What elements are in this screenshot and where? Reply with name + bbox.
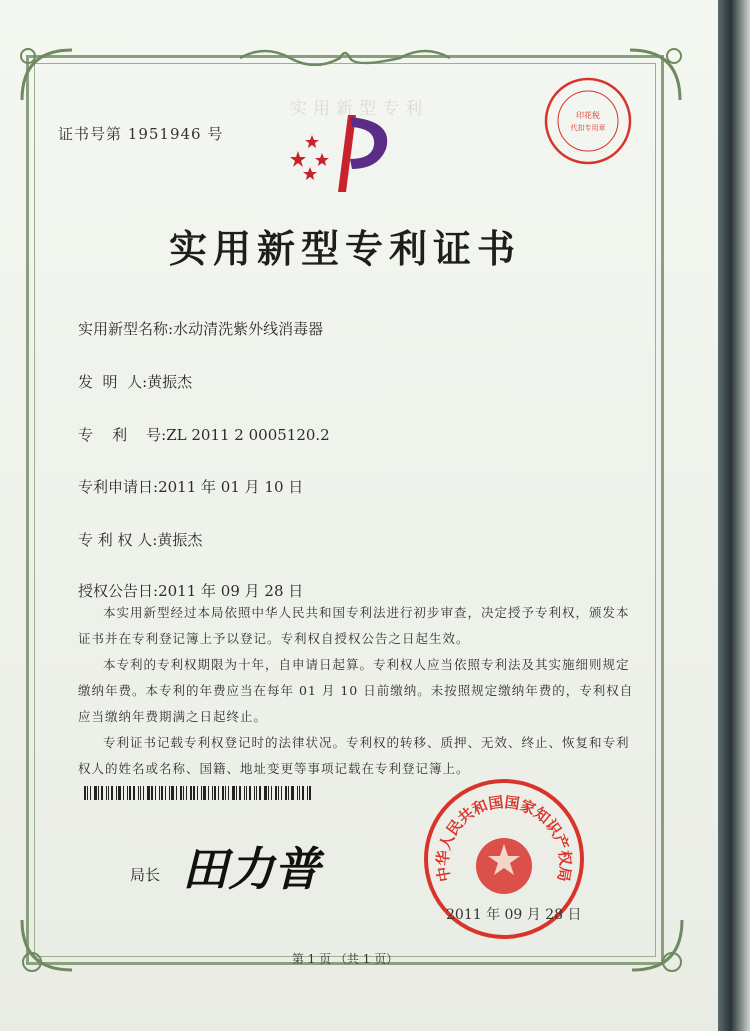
barcode-bar	[169, 786, 170, 800]
barcode-bar	[101, 786, 103, 800]
top-ornament	[240, 44, 450, 66]
field-grant-date	[78, 580, 303, 601]
barcode-bar	[225, 786, 226, 800]
barcode-bar	[98, 786, 99, 800]
field-patent-number	[78, 424, 330, 445]
barcode-bar	[259, 786, 261, 800]
barcode-bar	[307, 786, 308, 800]
barcode-bar	[197, 786, 198, 800]
field-label: 专利申请日:	[78, 478, 159, 496]
barcode-bar	[297, 786, 298, 800]
barcode-bar	[212, 786, 213, 800]
barcode-bar	[111, 786, 113, 800]
svg-text:代扣专用章: 代扣专用章	[570, 124, 606, 132]
barcode-bar	[201, 786, 202, 800]
corner-ornament-top-left	[12, 40, 82, 110]
field-value: 黄振杰	[147, 373, 193, 391]
barcode-bar	[151, 786, 153, 800]
certificate-title: 实用新型专利证书	[168, 226, 521, 271]
barcode-bar	[161, 786, 163, 800]
field-label: 发 明 人:	[78, 373, 148, 391]
field-utility-model-name	[78, 318, 323, 339]
barcode-bar	[302, 786, 304, 800]
barcode-bar	[140, 786, 141, 800]
director-label: 局长	[130, 866, 161, 884]
barcode-bar	[116, 786, 117, 800]
barcode-bar	[249, 786, 251, 800]
barcode-bar	[232, 786, 235, 800]
barcode-bar	[288, 786, 289, 800]
certificate-number	[58, 123, 223, 144]
director-signature: 田力普	[182, 842, 320, 896]
page-indicator: 第 1 页 （共 1 页）	[291, 952, 399, 966]
barcode-bar	[138, 786, 139, 800]
field-application-date	[78, 476, 303, 497]
barcode-bar	[180, 786, 182, 800]
svg-text:印花税: 印花税	[576, 111, 600, 120]
field-label: 实用新型名称:	[78, 320, 174, 338]
barcode-bar	[94, 786, 97, 800]
barcode-bar	[309, 786, 311, 800]
body-paragraph: 本专利的专利权期限为十年，自申请日起算。专利权人应当依照专利法及其实施细则规定缴纳年费。本专利的年费应当在每年 01 月 10 日前缴纳。未按照规定缴纳年费的，专利权自应当缴纳年费期满之日起终止。	[78, 657, 634, 724]
barcode-bar	[159, 786, 160, 800]
body-paragraph: 本实用新型经过本局依照中华人民共和国专利法进行初步审查，决定授予专利权，颁发本证书并在专利登记簿上予以登记。专利权自授权公告之日起生效。	[78, 605, 630, 646]
field-label: 专 利 权 人:	[78, 531, 158, 549]
barcode-bar	[236, 786, 237, 800]
barcode-bar	[222, 786, 224, 800]
barcode-bar	[118, 786, 121, 800]
barcode-bar	[244, 786, 245, 800]
barcode-bar	[264, 786, 267, 800]
barcode-bar	[208, 786, 209, 800]
barcode-bar	[147, 786, 150, 800]
barcode-bar	[143, 786, 144, 800]
barcode-bar	[228, 786, 229, 800]
barcode-bar	[278, 786, 279, 800]
field-inventor	[78, 371, 192, 392]
barcode-bar	[155, 786, 156, 800]
barcode-bar	[108, 786, 109, 800]
barcode-bar	[271, 786, 272, 800]
barcode-bar	[299, 786, 300, 800]
barcode-bar	[285, 786, 287, 800]
field-label: 授权公告日:	[78, 582, 159, 600]
barcode-bar	[193, 786, 195, 800]
barcode-bar	[123, 786, 124, 800]
patent-office-logo-icon	[286, 107, 396, 197]
barcode-bar	[218, 786, 219, 800]
barcode	[84, 786, 344, 800]
body-paragraph: 专利证书记载专利权登记时的法律状况。专利权的转移、质押、无效、终止、恢复和专利权人的姓名或名称、国籍、地址变更等事项记载在专利登记簿上。	[78, 735, 630, 776]
barcode-bar	[275, 786, 277, 800]
barcode-bar	[127, 786, 128, 800]
certificate-number-value: 1951946	[127, 125, 202, 143]
barcode-bar	[106, 786, 107, 800]
barcode-bar	[129, 786, 131, 800]
agency-seal	[543, 76, 633, 166]
certificate-body	[78, 600, 638, 782]
barcode-bar	[254, 786, 255, 800]
barcode-bar	[165, 786, 166, 800]
barcode-bar	[246, 786, 247, 800]
barcode-bar	[203, 786, 206, 800]
field-value: ZL 2011 2 0005120.2	[166, 426, 330, 444]
field-value: 2011 年 09 月 28 日	[158, 582, 304, 600]
barcode-bar	[84, 786, 86, 800]
watermark-faint-title: 实用新型专利	[290, 99, 428, 119]
barcode-bar	[186, 786, 187, 800]
field-label: 专 利 号:	[78, 426, 167, 444]
field-value: 黄振杰	[157, 531, 203, 549]
certificate-number-suffix: 号	[207, 125, 224, 143]
field-value: 水动清洗紫外线消毒器	[173, 320, 324, 338]
barcode-bar	[90, 786, 91, 800]
barcode-bar	[268, 786, 269, 800]
corner-ornament-bottom-right	[622, 910, 692, 980]
field-patentee	[78, 529, 202, 550]
barcode-bar	[176, 786, 177, 800]
seal-text: 中华人民共和国国家知识产权局	[433, 793, 575, 884]
field-value: 2011 年 01 月 10 日	[158, 478, 304, 496]
barcode-bar	[171, 786, 174, 800]
barcode-bar	[190, 786, 192, 800]
issue-date: 2011 年 09 月 28 日	[446, 907, 582, 923]
barcode-bar	[239, 786, 241, 800]
barcode-bar	[133, 786, 135, 800]
corner-ornament-bottom-left	[12, 910, 82, 980]
barcode-bar	[87, 786, 88, 800]
barcode-bar	[183, 786, 184, 800]
barcode-bar	[256, 786, 257, 800]
barcode-bar	[291, 786, 294, 800]
barcode-bar	[281, 786, 282, 800]
scan-edge	[718, 0, 750, 1031]
barcode-bar	[214, 786, 216, 800]
certificate-number-label: 证书号第	[58, 125, 123, 143]
